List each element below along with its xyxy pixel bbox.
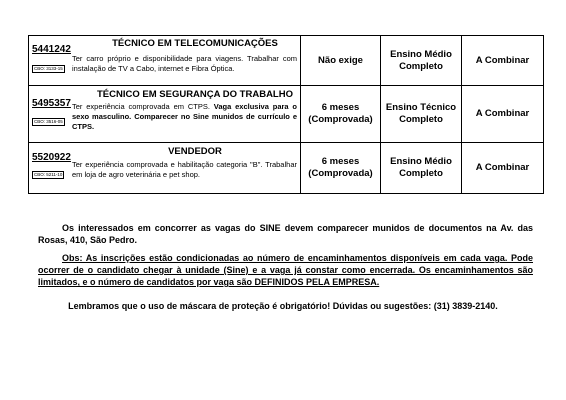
job-description-cell <box>29 143 301 194</box>
cbo-code: CBO: 5211-10 <box>34 172 63 177</box>
table-row <box>29 36 544 86</box>
table-row <box>29 143 544 194</box>
job-description-cell <box>29 86 301 143</box>
job-code: 5520922 <box>32 152 71 163</box>
salary-cell: A Combinar <box>462 143 544 194</box>
experience-cell: Não exige <box>301 36 381 86</box>
job-code: 5441242 <box>32 44 71 55</box>
salary-cell: A Combinar <box>462 86 544 143</box>
cbo-code: CBO: 3133-15 <box>34 66 63 71</box>
job-description-cell <box>29 36 301 86</box>
job-requirements: Ter experiência comprovada em CTPS. Vaga exclusiva para o sexo masculino. Comparecer no Sine munidos de currículo e CTPS. <box>72 102 297 131</box>
job-requirements: Ter carro próprio e disponibilidade para viagens. Trabalhar com instalação de TV a Cabo, internet e Fibra Óptica. <box>72 54 297 73</box>
job-code: 5495357 <box>32 98 71 109</box>
experience-cell: 6 meses (Comprovada) <box>301 143 381 194</box>
education-cell: Ensino Médio Completo <box>381 36 462 86</box>
job-title: TÉCNICO EM TELECOMUNICAÇÕES <box>112 38 278 49</box>
cbo-code: CBO: 3516-05 <box>34 119 63 124</box>
experience-cell: 6 meses (Comprovada) <box>301 86 381 143</box>
job-listings-table <box>28 35 544 194</box>
education-cell: Ensino Médio Completo <box>381 143 462 194</box>
job-title: VENDEDOR <box>168 146 222 157</box>
salary-cell: A Combinar <box>462 36 544 86</box>
observation-notice: Obs: As inscrições estão condicionadas ao número de encaminhamentos disponíveis em cada vaga. Pode ocorrer de o candidato chegar à unidade (Sine) e a vaga já constar como encerrada. Os encaminhamentos são limitados, e o número de candidatos por vaga são DEFINIDOS PELA EMPRESA. <box>38 253 533 287</box>
documents-notice: Os interessados em concorrer as vagas do SINE devem comparecer munidos de documentos na Av. das Rosas, 410, São Pedro. <box>38 223 533 245</box>
job-title: TÉCNICO EM SEGURANÇA DO TRABALHO <box>97 89 293 100</box>
education-cell: Ensino Técnico Completo <box>381 86 462 143</box>
job-requirements: Ter experiência comprovada e habilitação categoria "B". Trabalhar em loja de agro veterinária e pet shop. <box>72 160 297 179</box>
table-row <box>29 86 544 143</box>
mask-reminder: Lembramos que o uso de máscara de proteção é obrigatório! Dúvidas ou sugestões: (31) 3839-2140. <box>68 301 498 311</box>
